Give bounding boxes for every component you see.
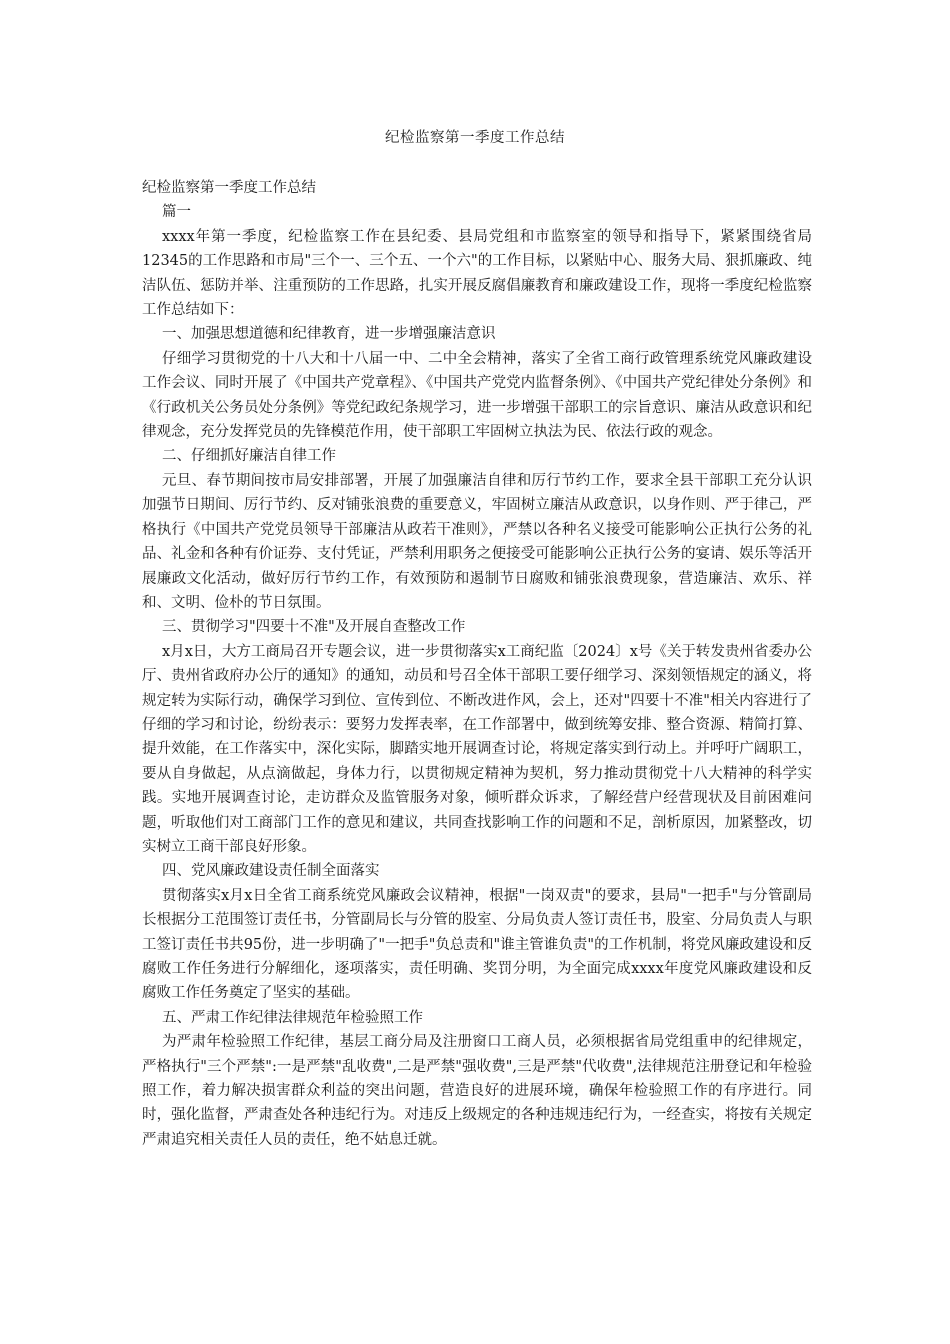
intro-paragraph: xxxx年第一季度，纪检监察工作在县纪委、县局党组和市监察室的领导和指导下，紧紧围绕省局12345的工作思路和市局"三个一、三个五、一个六"的工作目标，以紧贴中心、服务大局、狠抓廉政、纯洁队伍、惩防并举、注重预防的工作思路，扎实开展反腐倡廉教育和廉政建设工作，现将一季度纪检监察工作总结如下： [142,228,812,319]
section-4-heading: 四、党风廉政建设责任制全面落实 [162,863,380,880]
section-5-heading: 五、严肃工作纪律法律规范年检验照工作 [162,1009,423,1026]
section-1-heading: 一、加强思想道德和纪律教育，进一步增强廉洁意识 [162,326,496,343]
document-title: 纪检监察第一季度工作总结 [385,130,565,146]
section-3-body: x月x日，大方工商局召开专题会议，进一步贯彻落实x工商纪监〔2024〕x号《关于转发贵州省委办公厅、贵州省政府办公厅的通知》的通知，动员和号召全体干部职工要仔细学习、深刻领悟规定的涵义，将规定转为实际行动，确保学习到位、宣传到位、不断改进作风，会上，还对"四要十不准"相关内容进行了仔细的学习和讨论，纷纷表示：要努力发挥表率，在工作部署中，做到统筹安排、整合资源、精简打算、提升效能，在工作落实中，深化实际，脚踏实地开展调查讨论，将规定落实到行动上。并呼吁广阔职工，要从自身做起，从点滴做起，身体力行，以贯彻规定精神为契机，努力推动贯彻党十八大精神的科学实践。实地开展调查讨论，走访群众及监管服务对象，倾听群众诉求，了解经营户经营现状及目前困难问题，听取他们对工商部门工作的意见和建议，共同查找影响工作的问题和不足，剖析原因，加紧整改，切实树立工商干部良好形象。 [142,643,812,855]
section-5-body: 为严肃年检验照工作纪律，基层工商分局及注册窗口工商人员，必须根据省局党组重申的纪律规定，严格执行"三个严禁":一是严禁"乱收费",二是严禁"强收费",三是严禁"代收费",法律规范注册登记和年检验照工作，着力解决损害群众利益的突出问题，营造良好的进展环境，确保年检验照工作的有序进行。同时，强化监督，严肃查处各种违纪行为。对违反上级规定的各种违规违纪行为，一经查实，将按有关规定严肃追究相关责任人员的责任，绝不姑息迁就。 [142,1034,812,1148]
section-4-body: 贯彻落实x月x日全省工商系统党风廉政会议精神，根据"一岗双责"的要求，县局"一把手"与分管副局长根据分工范围签订责任书，分管副局长与分管的股室、分局负责人签订责任书，股室、分局负责人与职工签订责任书共95份，进一步明确了"一把手"负总责和"谁主管谁负责"的工作机制，将党风廉政建设和反腐败工作任务进行分解细化，逐项落实，责任明确、奖罚分明，为全面完成xxxx年度党风廉政建设和反腐败工作任务奠定了坚实的基础。 [142,887,812,1002]
section-1-body: 仔细学习贯彻党的十八大和十八届一中、二中全会精神，落实了全省工商行政管理系统党风廉政建设工作会议、同时开展了《中国共产党章程》、《中国共产党党内监督条例》、《中国共产党纪律处分条例》和《行政机关公务员处分条例》等党纪政纪条规学习，进一步增强干部职工的宗旨意识、廉洁从政意识和纪律观念，充分发挥党员的先锋模范作用，使干部职工牢固树立执法为民、依法行政的观念。 [142,350,812,441]
section-2-body: 元旦、春节期间按市局安排部署，开展了加强廉洁自律和厉行节约工作，要求全县干部职工充分认识加强节日期间、厉行节约、反对铺张浪费的重要意义，牢固树立廉洁从政意识，以身作则、严于律己，严格执行《中国共产党党员领导干部廉洁从政若干准则》，严禁以各种名义接受可能影响公正执行公务的礼品、礼金和各种有价证券、支付凭证，严禁利用职务之便接受可能影响公正执行公务的宴请、娱乐等活开展廉政文化活动，做好厉行节约工作，有效预防和遏制节日腐败和铺张浪费现象，营造廉洁、欢乐、祥和、文明、俭朴的节日氛围。 [142,472,812,611]
document-body [142,176,812,1152]
section-2-heading: 二、仔细抓好廉洁自律工作 [162,448,336,465]
document-subtitle: 纪检监察第一季度工作总结 [142,180,316,196]
part-label: 篇一 [162,204,191,221]
section-3-heading: 三、贯彻学习"四要十不准"及开展自查整改工作 [162,619,466,636]
